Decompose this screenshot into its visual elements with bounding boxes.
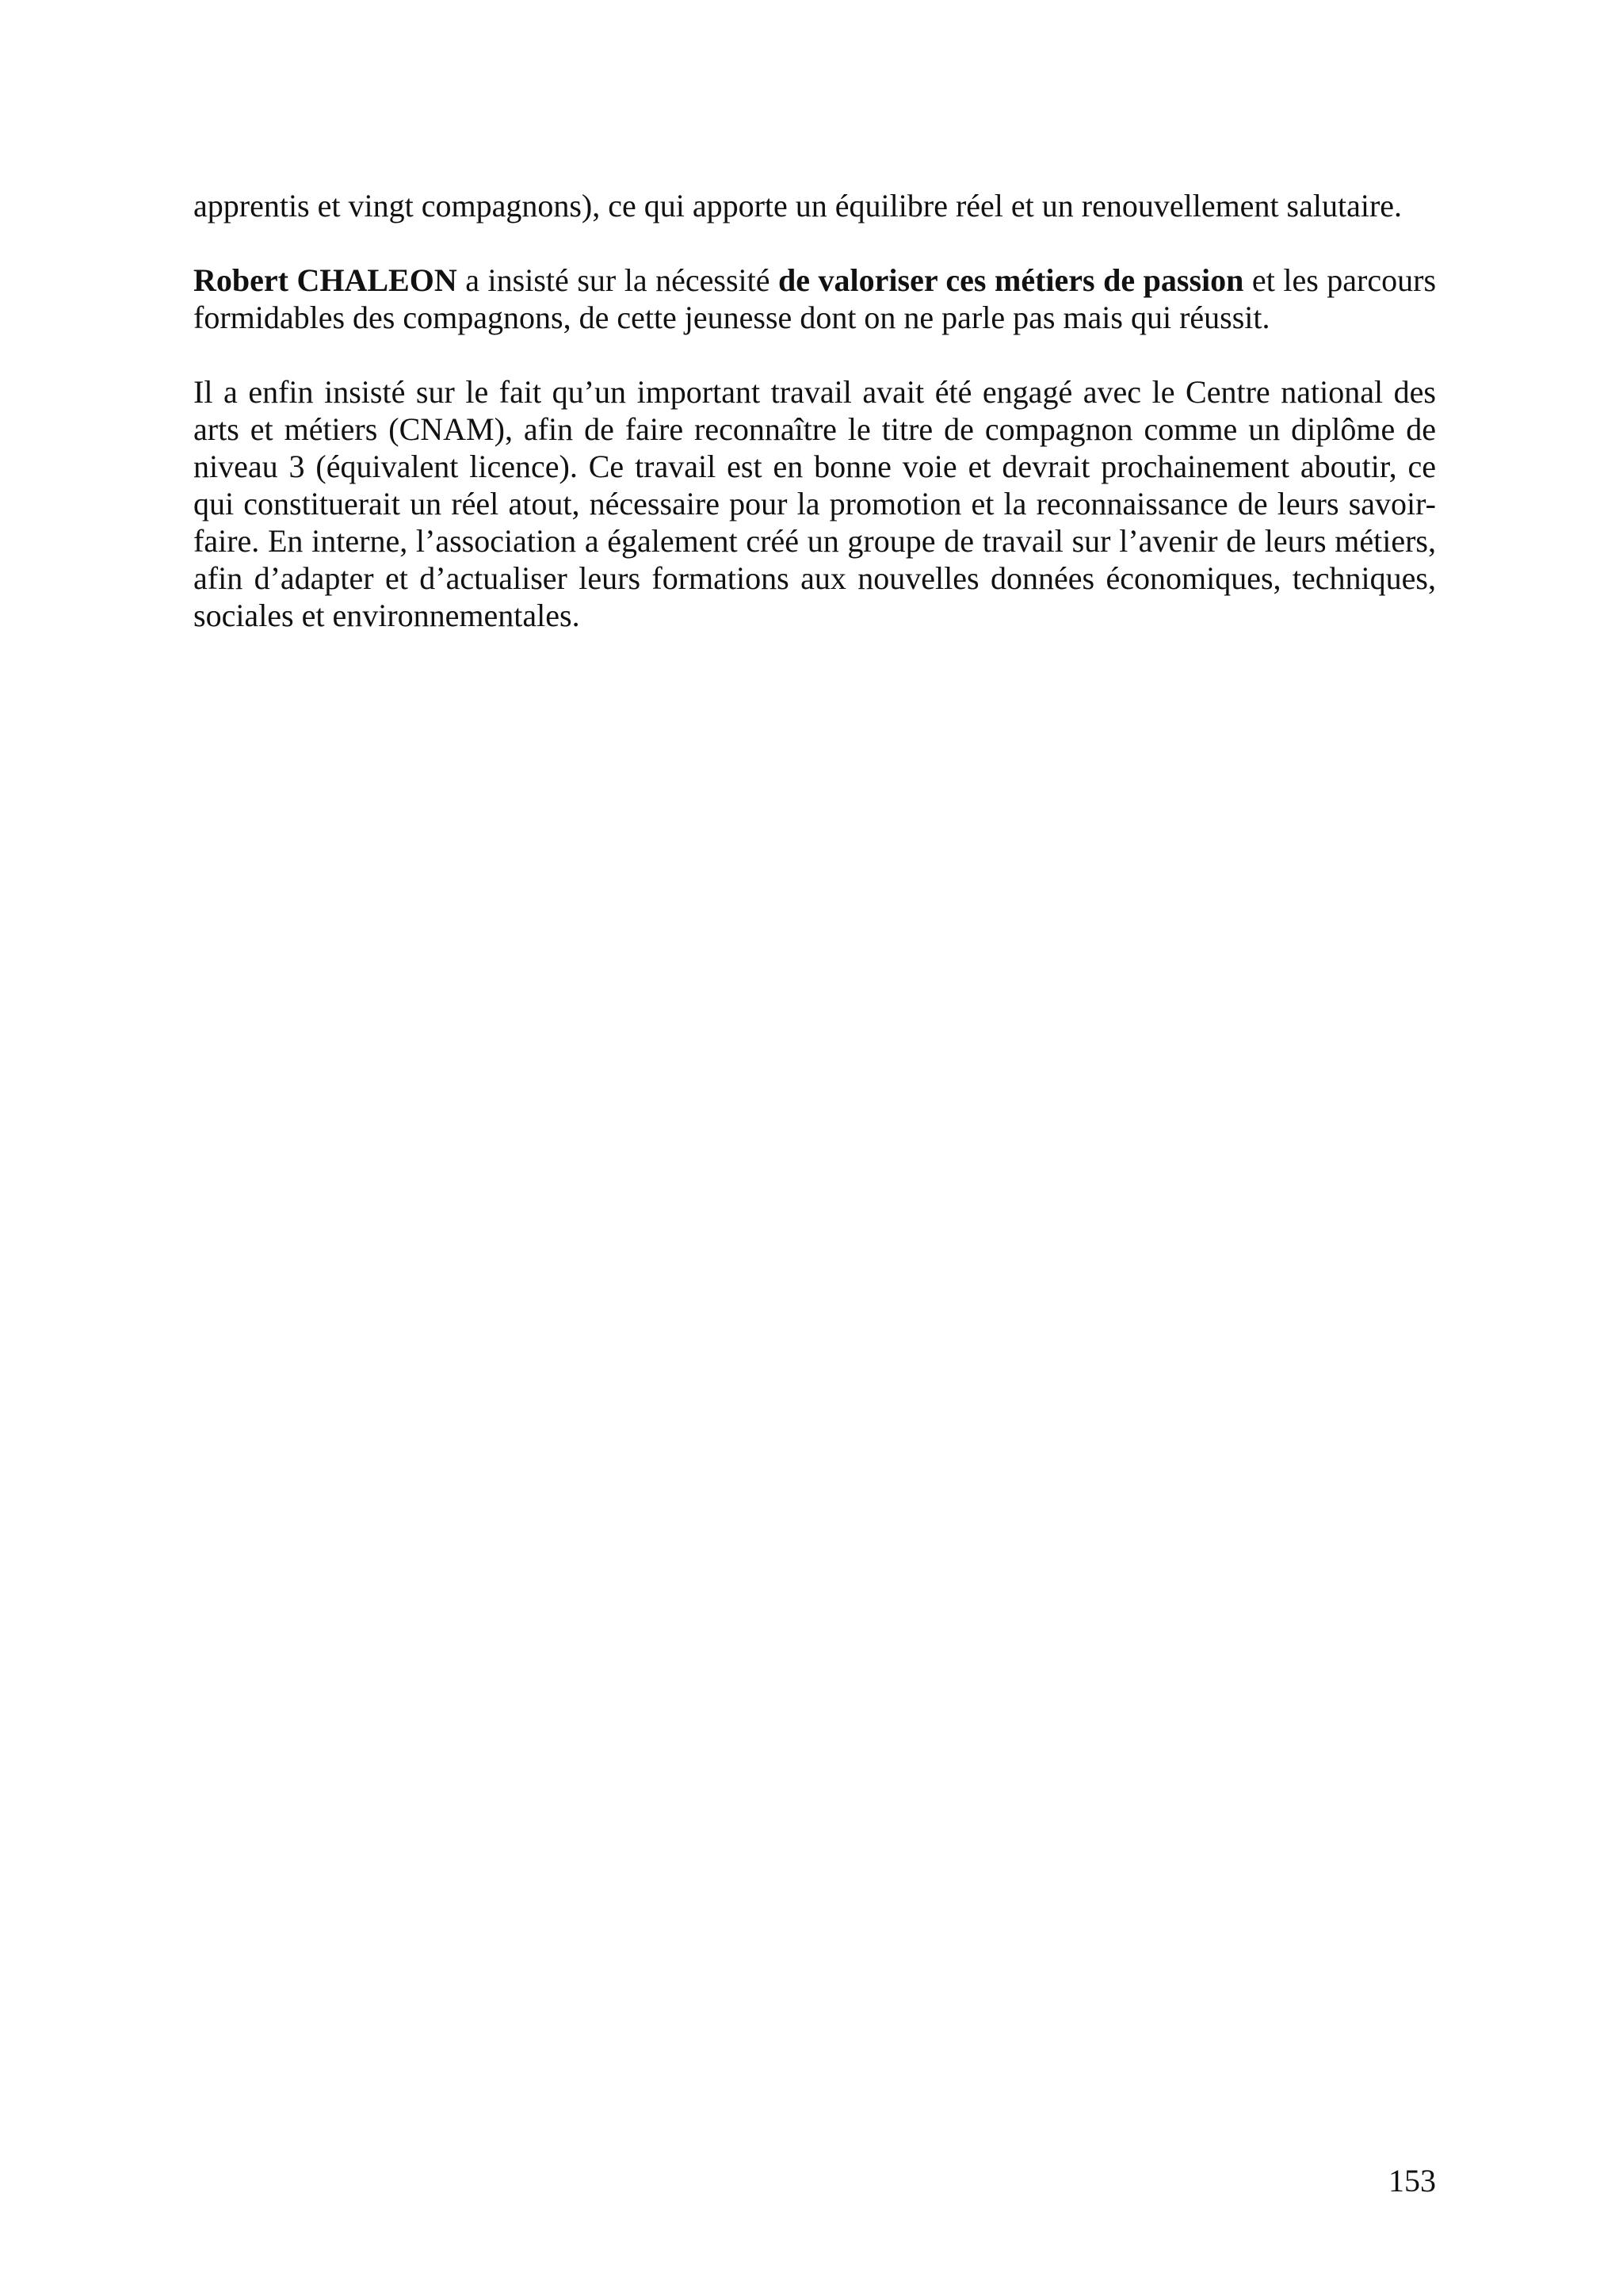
paragraph-3-text: Il a enfin insisté sur le fait qu’un important travail avait été engagé avec le Centre national des arts et métiers (CNAM), afin de faire reconnaître le titre de compagnon comme un diplôme de niveau 3 (équivalent licence). Ce travail est en bonne voie et devrait prochainement aboutir, ce qui constituerait un réel atout, nécessaire pour la promotion et la reconnaissance de leurs savoir-faire. En interne, l’association a également créé un groupe de travail sur l’avenir de leurs métiers, afin d’adapter et d’actualiser leurs formations aux nouvelles données économiques, techniques, sociales et environnementales. [193,374,1436,633]
body-text [193,187,1436,671]
page-number: 153 [1388,2163,1436,2199]
paragraph-3 [193,373,1436,634]
paragraph-1-text: apprentis et vingt compagnons), ce qui apporte un équilibre réel et un renouvellement salutaire. [193,188,1403,223]
paragraph-2-text-a: a insisté sur la nécessité [456,262,779,298]
speaker-name: Robert CHALEON [193,262,457,298]
emphasis-text: de valoriser ces métiers de passion [778,262,1244,298]
paragraph-2 [193,262,1436,336]
paragraph-1 [193,187,1436,224]
paragraph-2-text-b: et les parcours formidables des compagnons, de cette jeunesse dont on ne parle pas mais qui réussit. [193,262,1437,335]
